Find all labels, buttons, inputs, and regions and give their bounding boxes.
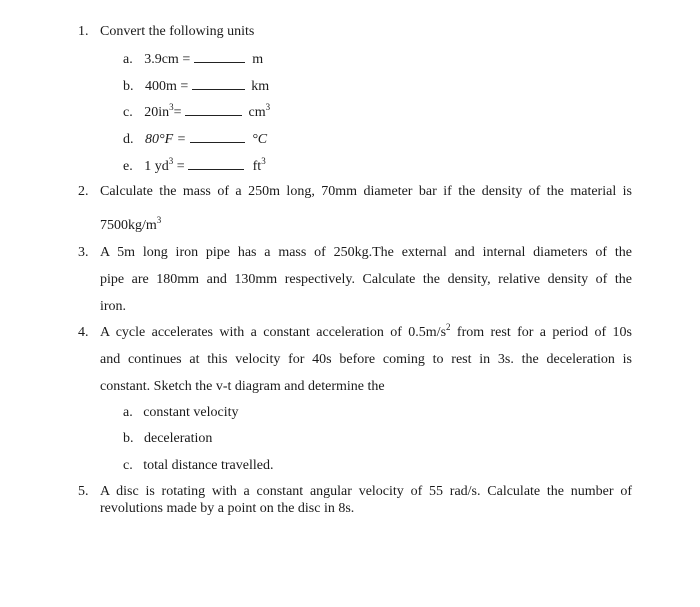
q4-item-b-label: b. — [123, 431, 134, 446]
q4-line-2: and continues at this velocity for 40s before coming to rest in 3s. the deceleration is — [100, 352, 632, 367]
q4-item-a-text: constant velocity — [143, 405, 239, 420]
q1-item-d-lhs: 80°F = — [145, 132, 187, 147]
answer-blank — [190, 130, 245, 143]
q1-item-b-label: b. — [123, 79, 134, 94]
answer-blank — [188, 157, 244, 170]
q1-item-c-unit — [248, 102, 271, 120]
q1-text: Convert the following units — [100, 24, 255, 39]
answer-blank — [185, 103, 242, 116]
q1-item-e-unit — [252, 156, 266, 174]
q1-item-c-lhs-equals: = — [173, 105, 182, 120]
q4-acceleration-exponent: 2 — [446, 322, 451, 332]
q2-line-2 — [100, 217, 161, 235]
q4-line-1-part-a: A cycle accelerates with a constant acceleration of 0.5m/s — [100, 325, 447, 340]
q3-line-1: A 5m long iron pipe has a mass of 250kg.The external and internal diameters of the — [100, 245, 632, 260]
q5-line-1: A disc is rotating with a constant angular velocity of 55 rad/s. Calculate the number of — [100, 484, 632, 499]
q1-item-e-lhs — [144, 156, 185, 174]
q4-item-c — [123, 457, 273, 475]
answer-blank — [192, 77, 245, 90]
q1-item-e-lhs-exponent: 3 — [168, 156, 174, 166]
q1-item-d-unit: °C — [252, 132, 268, 147]
q4-line-3: constant. Sketch the v-t diagram and determine the — [100, 379, 385, 394]
q4-item-b — [123, 430, 212, 448]
q4-item-a — [123, 404, 238, 422]
q1-item-c-lhs — [144, 102, 182, 120]
q4-item-c-label: c. — [123, 458, 133, 473]
q1-item-d-label: d. — [123, 132, 134, 147]
answer-blank — [194, 50, 245, 63]
q1-item-d — [123, 130, 267, 149]
q4-item-a-label: a. — [123, 405, 133, 420]
q1-item-a — [123, 50, 263, 69]
q1-item-c-unit-exponent: 3 — [265, 102, 271, 112]
q3-number: 3. — [78, 245, 89, 260]
q4-item-b-text: deceleration — [144, 431, 213, 446]
q1-item-c-label: c. — [123, 105, 133, 120]
q1-item-c-lhs-base: 20in — [144, 105, 170, 120]
q3-line-3: iron. — [100, 299, 127, 314]
q1-item-e-unit-base: ft — [252, 159, 262, 174]
q2-line-1: Calculate the mass of a 250m long, 70mm diameter bar if the density of the material is — [100, 184, 632, 199]
q1-item-a-label: a. — [123, 52, 133, 67]
q1-item-e-lhs-equals: = — [173, 159, 185, 174]
q1-item-a-unit: m — [252, 52, 264, 67]
q1-item-e-label: e. — [123, 159, 133, 174]
q4-line-1 — [100, 324, 632, 342]
q5-number: 5. — [78, 484, 89, 499]
q1-item-c-lhs-exponent: 3 — [169, 102, 174, 112]
q3-line-2: pipe are 180mm and 130mm respectively. Calculate the density, relative density of the — [100, 272, 632, 287]
q1-item-b-unit: km — [251, 79, 270, 94]
q1-number: 1. — [78, 24, 89, 39]
q1-item-a-lhs: 3.9cm = — [144, 52, 191, 67]
q2-density-value: 7500kg/m — [100, 218, 157, 233]
q1-item-c-unit-base: cm — [248, 105, 266, 120]
q4-number: 4. — [78, 325, 89, 340]
q1-item-b — [123, 77, 269, 96]
q2-density-exponent: 3 — [156, 215, 162, 225]
q5-line-2: revolutions made by a point on the disc in 8s. — [100, 501, 355, 516]
q4-line-1-part-b: from rest for a period of 10s — [450, 325, 632, 340]
q1-item-e-lhs-base: 1 yd — [144, 159, 169, 174]
q1-item-b-lhs: 400m = — [145, 79, 189, 94]
q4-item-c-text: total distance travelled. — [143, 458, 274, 473]
q1-item-e — [123, 157, 266, 176]
q1-item-c — [123, 103, 270, 122]
q2-number: 2. — [78, 184, 89, 199]
q1-item-e-unit-exponent: 3 — [261, 156, 266, 166]
